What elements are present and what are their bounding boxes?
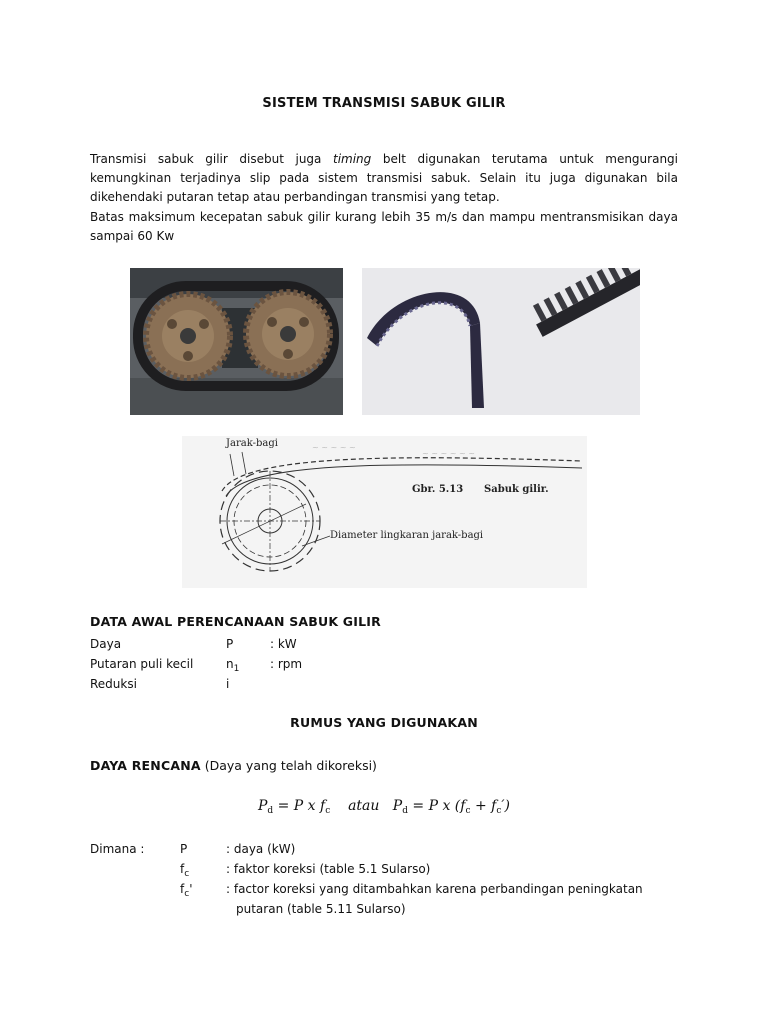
sabuk-gilir-drawing bbox=[182, 436, 587, 588]
engine-timing-photo bbox=[130, 268, 343, 415]
label-jarak-bagi: Jarak-bagi bbox=[226, 438, 278, 449]
dimana-symbol: $f_c'$ bbox=[180, 882, 193, 899]
symbol-subscript: 1 bbox=[233, 664, 240, 674]
dimana-desc: : daya (kW) bbox=[226, 842, 296, 856]
data-row-unit: : kW bbox=[270, 637, 297, 651]
intro-part2: belt digunakan terutama untuk mengurangi kemungkinan terjadinya slip pada sistem transmisi sabuk. Selain itu juga digunakan bila dikehendaki putaran tetap atau perbandingan transmisi yang tetap. bbox=[90, 152, 678, 204]
data-section-heading: DATA AWAL PERENCANAAN SABUK GILIR bbox=[90, 614, 381, 629]
intro-italic-term: timing bbox=[332, 152, 372, 166]
dimana-symbol: $f_c$ bbox=[180, 862, 190, 879]
intro-part1: Transmisi sabuk gilir disebut juga bbox=[90, 152, 333, 166]
dimana-symbol: P bbox=[180, 842, 188, 856]
data-row-symbol: $n_1$ bbox=[226, 657, 240, 674]
intro-paragraph bbox=[90, 150, 678, 207]
daya-rencana-subheading: (Daya yang telah dikoreksi) bbox=[204, 758, 377, 773]
timing-belt-photo bbox=[362, 268, 640, 415]
data-row-symbol: i bbox=[226, 677, 230, 691]
data-row-reduksi bbox=[90, 674, 137, 694]
data-row-putaran bbox=[90, 654, 193, 674]
dimana-desc: : faktor koreksi (table 5.1 Sularso) bbox=[226, 862, 431, 876]
data-row-symbol: P bbox=[226, 637, 234, 651]
rumus-heading: RUMUS YANG DIGUNAKAN bbox=[290, 715, 478, 730]
dimana-desc-continuation: putaran (table 5.11 Sularso) bbox=[236, 902, 406, 916]
daya-rencana-line bbox=[90, 758, 377, 773]
data-row-name: Putaran puli kecil bbox=[90, 657, 194, 671]
figure-caption: Sabuk gilir. bbox=[484, 484, 549, 495]
svg-text:~ ~ ~ ~ ~ ~: ~ ~ ~ ~ ~ ~ bbox=[422, 449, 475, 458]
daya-rencana-formula: $P_d = P$ x $f_c$ atau $P_d = P$ x $(f_c + f_c')$ bbox=[257, 798, 511, 816]
page-title: SISTEM TRANSMISI SABUK GILIR bbox=[262, 96, 506, 111]
daya-rencana-heading: DAYA RENCANA bbox=[90, 758, 201, 773]
dimana-label: Dimana : bbox=[90, 842, 145, 856]
data-row-daya bbox=[90, 634, 121, 654]
figure-number: Gbr. 5.13 bbox=[412, 484, 464, 495]
svg-text:~ ~ ~ ~ ~: ~ ~ ~ ~ ~ bbox=[312, 443, 356, 452]
data-row-name: Reduksi bbox=[90, 677, 137, 691]
label-diameter: Diameter lingkaran jarak-bagi bbox=[330, 530, 484, 541]
intro-paragraph-2: Batas maksimum kecepatan sabuk gilir kurang lebih 35 m/s dan mampu mentransmisikan daya sampai 60 Kw bbox=[90, 210, 678, 243]
data-row-unit: : rpm bbox=[270, 657, 303, 671]
sabuk-gilir-figure bbox=[182, 436, 587, 588]
data-row-name: Daya bbox=[90, 637, 122, 651]
dimana-desc: : factor koreksi yang ditambahkan karena perbandingan peningkatan bbox=[226, 882, 643, 896]
